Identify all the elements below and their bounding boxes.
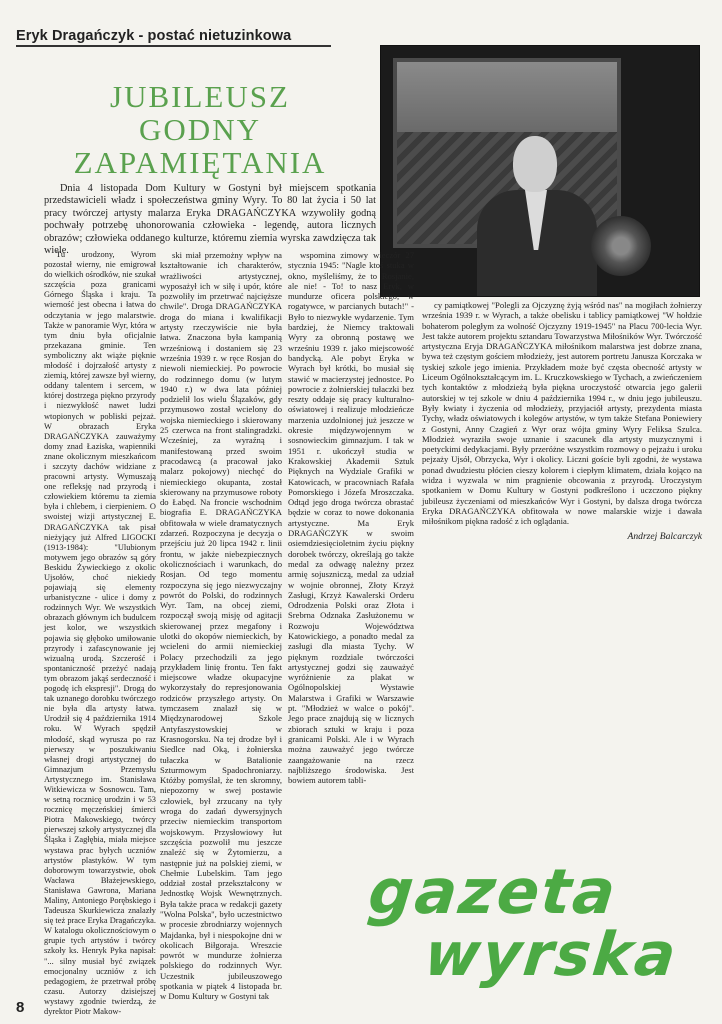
section-header bbox=[16, 27, 331, 47]
section-header-text: Eryk Dragańczyk - postać nietuzinkowa bbox=[16, 28, 292, 44]
text-column-1 bbox=[44, 250, 156, 1018]
text-column-2 bbox=[160, 250, 282, 1003]
column-3-text: wspomina zimowy wieczór 27 stycznia 1945: "Nagle ktoś stuka w okno, myśleliśmy, że to Rosjanie, ale nie! - To! to nasz Eryk, w mundurze oficera polskiego, w rogatywce, w parcianych butach!" - Było to niezwykłe wydarzenie. Tym bardziej, że Niemcy traktowali Wyry za obronną postawę we wrześniu 1939 r. jako miejscowość bandycką. Ale pobyt Eryka w Wyrach był krótki, bo musiał się stawić w macierzystej jednostce. Po powrocie z żołnierskiej tułaczki bez reszty oddaje się pracy kulturalno-oświatowej i realizuje młodzieńcze marzenia uzdolnionej już jeszcze w okresie międzywojennym w sosnowieckim gimnazjum. I tak w 1951 r. ukończył studia w Krakowskiej Akademii Sztuk Pięknych na Wydziale Grafiki w Katowicach, w pracowniach Rafała Pomorskiego i Józefa Mroszczaka. Odtąd jego droga twórcza obrastać będzie w coraz to nowe dokonania artystyczne. Ma Eryk DRAGAŃCZYK w swoim osiemdziesięcioletnim życiu piękny dorobek twórczy, określają go także medal za odwagę należny przez armię sojuszniczą, medal za udział w wojnie obronnej, Złoty Krzyż Zasługi, Krzyż Kawalerski Orderu Odrodzenia Polski oraz Złota i Srebrna Odznaka Zasłużonemu w Rozwoju Województwa Katowickiego, a ponadto medal za zasługi dla miasta Tychy. W pięknym rozdziale twórczości artystycznej godzi się zauważyć wyróżnienie za plakat w Ogólnopolskiej Wystawie Malarstwa i Grafiki w Warszawie pt. "Młodzież w walce o pokój". Jego prace znajdują się w licznych zbiorach sztuki w kraju i poza granicami Polski. Ale i w Wyrach można zauważyć jego twórcze zaangażowanie na rzecz najbliższego środowiska. Jest bowiem autorem tabli- bbox=[288, 250, 414, 786]
title-line-1: JUBILEUSZ bbox=[110, 79, 290, 114]
artist-figure bbox=[477, 136, 597, 297]
title-line-2: GODNY bbox=[139, 112, 261, 147]
masthead-word-2: wyrska bbox=[421, 920, 681, 990]
masthead-logo bbox=[365, 855, 710, 1010]
photo-artist-with-painting bbox=[380, 45, 700, 297]
page-number: 8 bbox=[16, 999, 25, 1016]
text-column-4 bbox=[422, 300, 702, 543]
article-title bbox=[60, 80, 340, 179]
column-1-text: Tu urodzony, Wyrom pozostał wierny, nie emigrował do wielkich ośrodków, nie szukał szczęścia poza granicami Górnego Śląska i kraju. Ta wierność jest obecna i łatwa do odczytania w jego malarstwie. Także w panoramie Wyr, która w tym dniu była oficjalnie przekazana gminie. Ten symboliczny akt wiąże pięknie młodość i dojrzałość artysty z ziemią, której zawsze był wierny, oddany talentem i sercem, w której dostrzega piękno przyrody i niezwykłość nawet ludzi wtopionych w pobliski pejzaż. W obrazach Eryka DRAGAŃCZYKA zauważymy domy znad Łaziska, wapienniki znane okolicznym mieszkańcom i szczyty dachów widziane z pracowni artysty. Wymuszają one refleksję nad przyrodą i człowiekiem któremu ta ziemia była i chlebem, i cierpieniem. O swoistej wizji artystycznej E. DRAGAŃCZYKA tak pisał nieżyjący już Alfred LIGOCKI (1913-1984): "Ulubionym motywem jego obrazów są góry Beskidu Żywieckiego z okolic Ujsołów, choć niekiedy pojawiają się elementy urbanistyczne - ulice i domy z rodzinnych Wyr. We wszystkich obrazach głównym ich budulcem jest kolor, we wszystkich pojawia się głęboko umiłowanie przyrody i zafascynowanie jej wizualną urodą. Szczerość i spontaniczność przeżyć nadają tym obrazom jakąś serdeczność i pogodę ich ekspresji". Drogą do tak uznanego dorobku twórczego nie była dla artysty łatwa. Urodził się 4 października 1914 roku. W Wyrach spędził młodość, skąd wyrusza po raz pierwszy w poszukiwaniu własnej drogi artystycznej do Gimnazjum Przemysłu Artystycznego im. Stanisława Witkiewicza w Sosnowcu. Tam, w setną rocznicę urodzin i w 53 rocznicę męczeńskiej śmierci Piotra Makowskiego, twórcy pierwszej szkoły artystycznej dla Śląska i Zagłębia, miała miejsce wystawa prac byłych uczniów artystów plastyków. W tym doborowym towarzystwie, obok Wacława Błażejewskiego, Stanisława Gawrona, Mariana Maliny, Antoniego Porębskiego i Tadeusza Skurkiewicza znalazły się też prace Eryka Dragańczyka. W katalogu okolicznościowym o grupie tych artystów i twórcy szkoły ks. Henryk Pyka napisał: "... silny musiał być związek emocjonalny uczniów z ich pedagogiem, że przetrwał próbę czasu. Autorzy dzisiejszej wystawy zgodnie twierdzą, że dyrektor Piotr Makow- bbox=[44, 250, 157, 1017]
column-4-text: cy pamiątkowej "Polegli za Ojczyznę żyją wśród nas" na mogiłach żołnierzy września 1939 r. w Wyrach, a także obelisku i tablicy pamiątkowej "W hołdzie bohaterom poległym za wolność Ojczyzny 1919-1945" na Placu 700-lecia Wyr. Jest także autorem projektu sztandaru Towarzystwa Miłośników Wyr. Twórczość artystyczna Eryja DRAGAŃCZYKA miłośnikom malarstwa jest dobrze znana, bywa też częstym gościem młodzieży, jest autorem portretu Janusza Korczaka w tyskiej szkole jego imienia. Przykładem może być częsta obecność artysty w Liceum Ogólnokształcącym im. L. Kruczkowskiego w Tychach, a zwieńczeniem tych kontaktów z młodzieżą była piękna uroczystość otwarcia jego galerii autorskiej w tej szkole w dniu 4 października 1994 r., w dniu jego jubileuszu. Były kwiaty i życzenia od młodzieży, przyjaciół artysty, prezydenta miasta Tychy, władz oświatowych i kolegów artystów, w tym także Stefana Poniewiery z Gostyni, Anny Czagień z Wyr oraz wójta gminy Wyry Feliksa Szulca. Młodzież wyraziła swoje uznanie i szacunek dla artysty muzycznymi i poetyckimi dedykacjami. Były przeróżne wszystkim rozmowy o pejzażu i uroku pejzaży Ujsół, Obrzycka, Wyr i okolicy. Liczni goście byli zgodni, że wystawa ponad dwudziestu płócien cieszy kolorem i ciepłym klimatem, działa kojąco na widza i wyzwala w nim pragnienie obcowania z przyrodą. Uroczystym spotkaniem w Domu Kultury w Gostyni podkreślono i uczczono piękny jubileusz życzeniami od mieszkańców Wyr i Gostyni, by dalsza droga twórcza Eryka DRAGAŃCZYKA obfitowała w nowe malarskie wizje i dawała miłośnikom piękna radość z ich oglądania. bbox=[422, 300, 702, 527]
flowers-bouquet bbox=[591, 216, 651, 276]
article-lead: Dnia 4 listopada Dom Kultury w Gostyni był miejscem spotkania przedstawicieli władz i społeczeństwa gminy Wyry. To 80 lat życia i 50 lat pracy twórczej artysty malarza Eryka DRAGAŃCZYKA wzywoliły godną pochwały potrzebę uhonorowania człowieka - legendę, autora licznych obrazów; człowieka oddanego kulturze, któremu ziemia wyrska zawdzięcza tak wiele. bbox=[44, 183, 376, 257]
author-signature: Andrzej Balcarczyk bbox=[627, 530, 702, 542]
column-2-text: ski miał przemożny wpływ na kształtowanie ich charakterów, wrażliwości artystycznej, wyposażył ich w siłę i upór, które pozwoliły im przetrwać najcięższe chwile". Droga DRAGAŃCZYKA droga do miana i kwalifikacji artysty rzeczywiście nie była łatwa. Znaczona była kampanią wrześniową i dostaniem się 23 września 1939 r. w ręce Rosjan do niewoli niemieckiej. Po powrocie do rodzinnego domu (w lutym 1940 r.) w dwa lata później podzielił los wielu Ślązaków, gdy przymusowo został wcielony do wojska niemieckiego i skierowany 25 czerwca na front stalingradzki. Wcześniej, za wyraźną i manifestowaną przed swoim pracodawcą (a pracował jako malarz pokojowy) niechęć do niemieckiego okupanta, został skierowany na przymusowe roboty do Łabęd. Na froncie wschodnim biografia E. DRAGAŃCZYKA obfitowała w wiele dramatycznych zdarzeń. Rozpoczyna je decyzja o przejściu już 20 lipca 1942 r. linii frontu, w jakże niebezpiecznych okolicznościach i warunkach, do Rosjan. Od tego momentu rozpoczyna się jego niezwyczajny powrót do Polski, do rodzinnych Wyr. Tam, na obcej ziemi, rozpoczął swoją misję od agitacji skierowanej przez megafony i ulotki do okopów niemieckich, by wcieleni do armii niemieckiej Polacy przechodzili za jego przykładem linię frontu. Ten fakt miejscowe władze okupacyjne wykorzystały do represjonowania rodziców przyszłego artysty. On tymczasem znalazł się w Międzynarodowej Szkole Antyfaszystowskiej w Krasnogorsku. Na tej drodze był i Siedlce nad Oką, i żołnierska tułaczka w Batalionie Szturmowym Spadochroniarzy. Któżby pomyślał, że ten skromny, niepozorny w swej postawie człowiek, był zrzucany na tyły wroga do zadań dywersyjnych przeciw niemieckim transportom wojskowym. Przysłowiowy łut szczęścia pozwolił mu jeszcze znaleźć się w Żytomierzu, a następnie już na polskiej ziemi, w Chełmie Lubelskim. Tam jego oddział został przekształcony w Jednostkę Wojsk Wewnętrznych. Była także praca w redakcji gazety "Wolna Polska", było uczestnictwo w procesie zbrodniarzy wojennych Majdanka, był i niespokojne dni w okolicach Biłgoraja. Wreszcie powrót w mundurze żołnierza polskiego do rodzinnych Wyr. Uczestnik jubileuszowego spotkania w piątek 4 listopada br. w Domu Kultury w Gostyni tak bbox=[160, 250, 282, 1002]
text-column-3 bbox=[288, 250, 414, 786]
title-line-3: ZAPAMIĘTANIA bbox=[73, 145, 327, 180]
masthead-word-1: gazeta bbox=[365, 855, 621, 928]
